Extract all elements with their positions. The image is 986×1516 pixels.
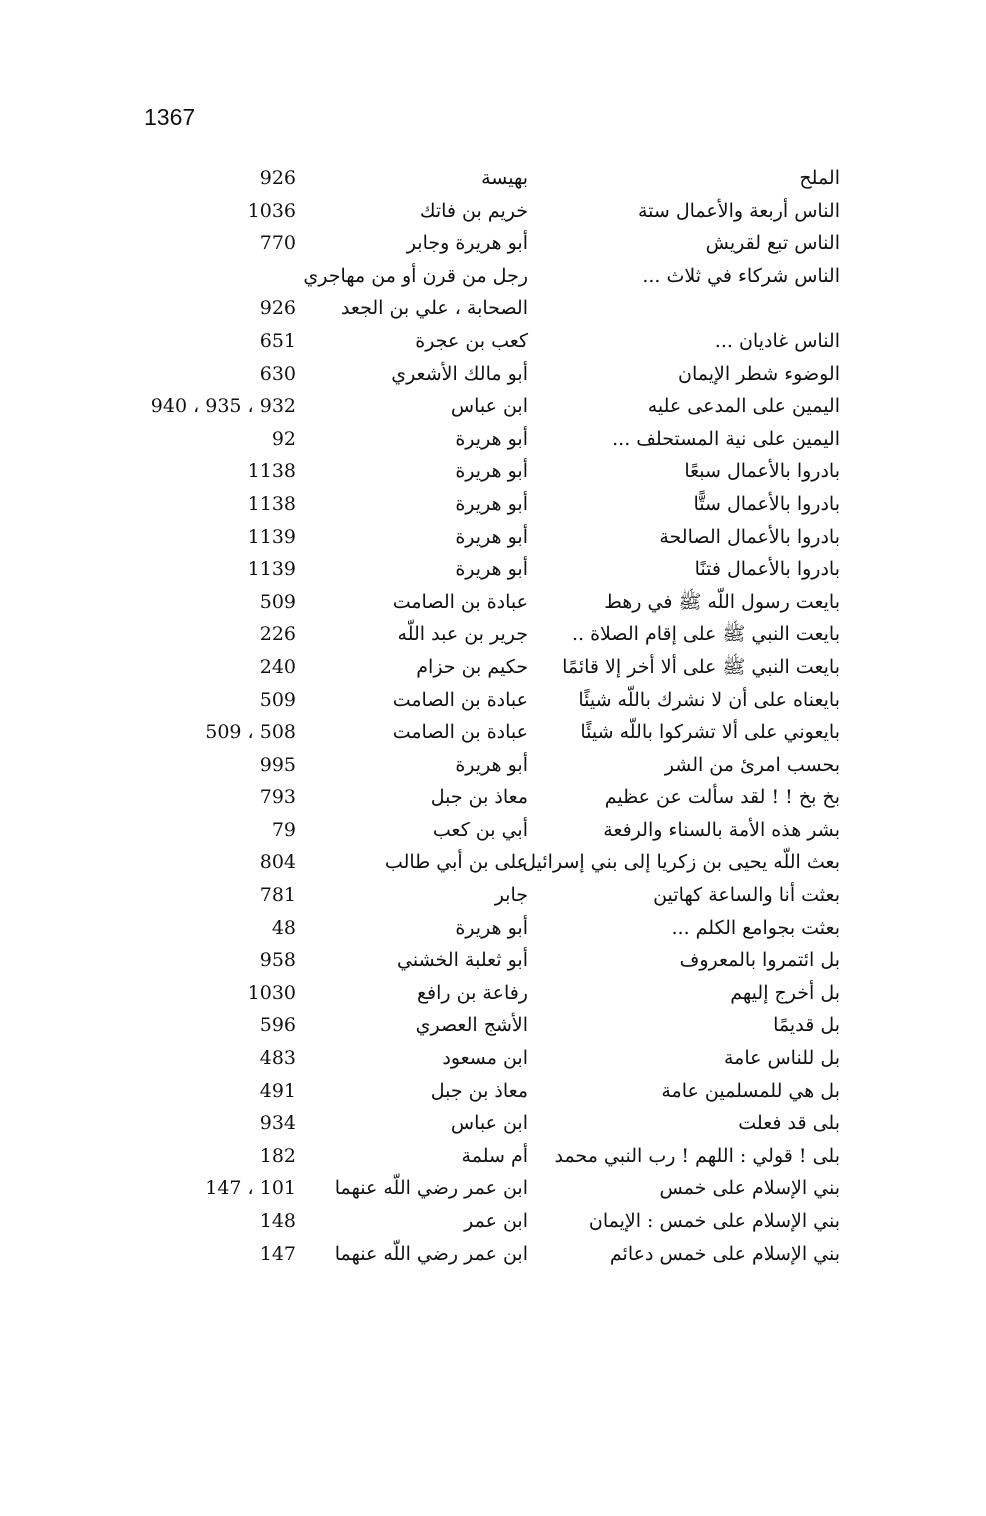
index-row <box>150 455 840 488</box>
hadith-text: بايعت رسول اللّه ﷺ في رهط <box>604 590 840 613</box>
narrator-name: معاذ بن جبل <box>430 1079 528 1102</box>
index-row <box>150 1140 840 1173</box>
narrator-name: أبو هريرة <box>455 525 528 548</box>
narrator-name: خريم بن فاتك <box>419 199 528 222</box>
narrator-name: رجل من قرن أو من مهاجري <box>303 264 528 287</box>
hadith-text: بادروا بالأعمال الصالحة <box>659 525 840 548</box>
page-references: 509 <box>259 590 296 613</box>
page-references: 1138 <box>247 492 296 515</box>
narrator-name: بهيسة <box>481 167 528 189</box>
index-row <box>150 488 840 521</box>
index-row <box>150 1042 840 1075</box>
hadith-text: اليمين على المدعى عليه <box>647 395 840 418</box>
page-references: 92 <box>271 427 296 450</box>
narrator-name: ابن مسعود <box>442 1047 528 1070</box>
narrator-name: أبو هريرة <box>455 427 528 450</box>
page-references: 509 <box>259 688 296 711</box>
page-references: 926 <box>259 167 296 189</box>
hadith-text: بل قديمًا <box>773 1014 840 1037</box>
hadith-text: بايعوني على ألا تشركوا باللّه شيئًا <box>580 721 840 744</box>
index-row <box>150 944 840 977</box>
hadith-text: بشر هذه الأمة بالسناء والرفعة <box>603 818 840 841</box>
index-row <box>150 1075 840 1108</box>
page-references: 1139 <box>247 525 296 548</box>
hadith-text: بحسب امرئ من الشر <box>664 753 840 776</box>
index-row <box>150 325 840 358</box>
narrator-name: ابن عمر رضي اللّه عنهما <box>334 1177 528 1200</box>
hadith-text: الملح <box>799 167 840 189</box>
narrator-name: رفاعة بن رافع <box>416 981 528 1004</box>
hadith-text: بادروا بالأعمال فتنًا <box>694 558 840 581</box>
index-row <box>150 227 840 260</box>
narrator-name: جرير بن عبد اللّه <box>397 623 528 646</box>
narrator-name: أبو هريرة <box>455 558 528 581</box>
index-row <box>150 879 840 912</box>
hadith-text: بني الإسلام على خمس <box>659 1177 840 1200</box>
page-references: 1030 <box>247 981 296 1004</box>
index-row <box>150 260 840 293</box>
page-references: 630 <box>259 362 296 385</box>
hadith-text: بعث اللّه يحيى بن زكريا إلى بني إسرائيل <box>522 851 840 874</box>
index-row <box>150 390 840 423</box>
narrator-name: ابن عمر <box>464 1210 528 1232</box>
page-references: 148 <box>259 1210 296 1232</box>
narrator-name: أبو هريرة <box>455 492 528 515</box>
narrator-name: أم سلمة <box>461 1144 528 1167</box>
hadith-index-table <box>150 162 840 1270</box>
page-references: 79 <box>271 818 296 841</box>
hadith-text: بل ائتمروا بالمعروف <box>679 949 840 972</box>
index-row <box>150 423 840 456</box>
hadith-text: بلى ! قولي : اللهم ! رب النبي محمد <box>554 1144 840 1167</box>
index-row <box>150 977 840 1010</box>
narrator-name: جابر <box>494 884 528 907</box>
page-references: 781 <box>259 884 296 907</box>
index-row <box>150 912 840 945</box>
index-row <box>150 358 840 391</box>
index-row <box>150 1172 840 1205</box>
narrator-name: أبو مالك الأشعري <box>391 362 528 385</box>
page-references: 926 <box>259 297 296 320</box>
hadith-text: الناس تبع لقريش <box>705 232 840 255</box>
page-references: 770 <box>259 232 296 255</box>
hadith-text: بايعت النبي ﷺ على إقام الصلاة .. <box>571 623 840 646</box>
page-references: 240 <box>259 655 296 678</box>
hadith-text: بعثت أنا والساعة كهاتين <box>653 884 840 907</box>
page-references: 995 <box>259 753 296 776</box>
index-row <box>150 1238 840 1271</box>
narrator-name: أبو هريرة <box>455 460 528 483</box>
page-references: 651 <box>259 329 296 352</box>
narrator-name: أبو هريرة <box>455 916 528 939</box>
narrator-name: معاذ بن جبل <box>430 786 528 809</box>
narrator-name: كعب بن عجرة <box>415 329 528 352</box>
page-references: 1138 <box>247 460 296 483</box>
page-references: 182 <box>259 1144 296 1167</box>
index-row <box>150 1009 840 1042</box>
hadith-text: الناس أربعة والأعمال ستة <box>637 199 840 222</box>
hadith-text: بني الإسلام على خمس : الإيمان <box>588 1210 840 1232</box>
index-row <box>150 1107 840 1140</box>
index-row <box>150 814 840 847</box>
narrator-name: ابن عباس <box>450 395 528 418</box>
index-row <box>150 749 840 782</box>
hadith-text: بايعت النبي ﷺ على ألا أخر إلا قائمًا <box>562 655 840 678</box>
narrator-name: أبي بن كعب <box>432 818 528 841</box>
index-row <box>150 195 840 228</box>
hadith-text: الناس غاديان ... <box>714 329 840 352</box>
narrator-name: الأشج العصري <box>415 1014 528 1037</box>
page-references: 596 <box>259 1014 296 1037</box>
narrator-name: على بن أبي طالب <box>384 851 528 874</box>
page-references: 1139 <box>247 558 296 581</box>
page-references: 934 <box>259 1112 296 1135</box>
narrator-name: أبو ثعلبة الخشني <box>397 949 528 972</box>
page-number: 1367 <box>144 104 196 130</box>
hadith-text: بل أخرج إليهم <box>730 981 840 1004</box>
page-references: 491 <box>259 1079 296 1102</box>
narrator-name: عبادة بن الصامت <box>392 590 528 613</box>
index-row <box>150 618 840 651</box>
hadith-text: الوضوء شطر الإيمان <box>678 362 840 385</box>
page-references: 1036 <box>247 199 296 222</box>
narrator-name: حكيم بن حزام <box>416 655 528 678</box>
narrator-name: ابن عباس <box>450 1112 528 1135</box>
index-row <box>150 162 840 195</box>
hadith-text: بعثت بجوامع الكلم ... <box>671 916 840 939</box>
hadith-text: بلى قد فعلت <box>738 1112 840 1135</box>
page-references: 483 <box>259 1047 296 1070</box>
page-references: 101 ، 147 <box>205 1177 296 1200</box>
index-row <box>150 716 840 749</box>
hadith-text: اليمين على نية المستحلف ... <box>612 427 840 450</box>
hadith-text: بادروا بالأعمال سبعًا <box>684 460 840 483</box>
page-references: 147 <box>259 1242 296 1265</box>
hadith-text: بادروا بالأعمال ستًّا <box>693 492 840 515</box>
page-references: 958 <box>259 949 296 972</box>
narrator-name: عبادة بن الصامت <box>392 721 528 744</box>
index-row <box>150 846 840 879</box>
index-row <box>150 781 840 814</box>
index-row <box>150 292 840 325</box>
hadith-text: بل للناس عامة <box>723 1047 840 1070</box>
page-references: 508 ، 509 <box>205 721 296 744</box>
index-row <box>150 1205 840 1238</box>
page-references: 804 <box>259 851 296 874</box>
hadith-text: بخ بخ ! ! لقد سألت عن عظيم <box>604 786 840 809</box>
page-references: 793 <box>259 786 296 809</box>
hadith-text: الناس شركاء في ثلاث ... <box>642 264 840 287</box>
hadith-text: بل هي للمسلمين عامة <box>661 1079 840 1102</box>
index-row <box>150 521 840 554</box>
index-row <box>150 553 840 586</box>
hadith-text: بايعناه على أن لا نشرك باللّه شيئًا <box>578 688 840 711</box>
index-row <box>150 586 840 619</box>
page-references: 48 <box>271 916 296 939</box>
index-row <box>150 651 840 684</box>
page-references: 226 <box>259 623 296 646</box>
index-row <box>150 684 840 717</box>
narrator-name: ابن عمر رضي اللّه عنهما <box>334 1242 528 1265</box>
narrator-name: أبو هريرة وجابر <box>406 232 528 255</box>
narrator-name: أبو هريرة <box>455 753 528 776</box>
narrator-name: الصحابة ، علي بن الجعد <box>340 297 528 320</box>
hadith-text: بني الإسلام على خمس دعائم <box>609 1242 840 1265</box>
page-references: 932 ، 935 ، 940 <box>150 395 296 418</box>
narrator-name: عبادة بن الصامت <box>392 688 528 711</box>
